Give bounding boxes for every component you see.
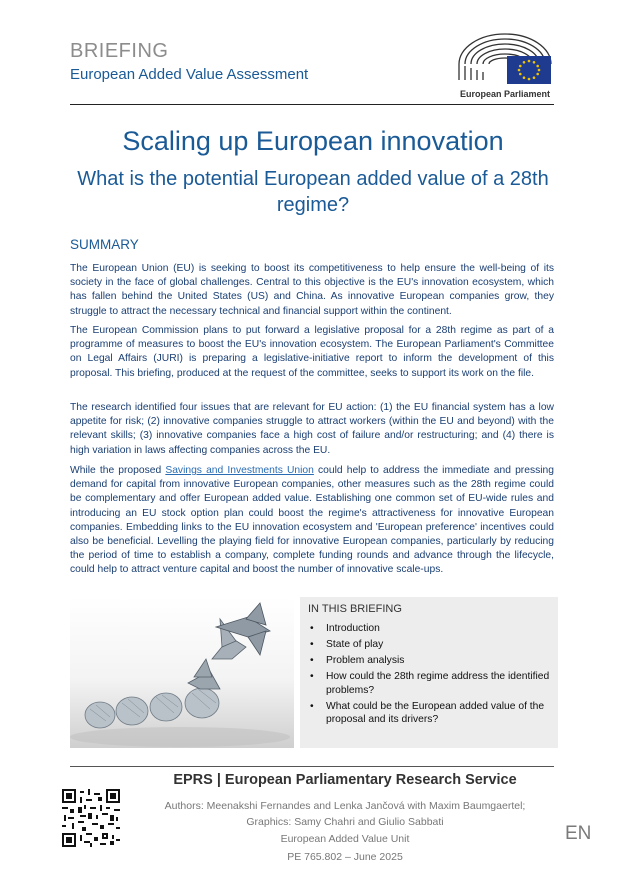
in-this-briefing-heading: IN THIS BRIEFING <box>308 603 402 615</box>
page-subtitle: What is the potential European added value of a 28th regime? <box>77 168 549 216</box>
summary-heading: SUMMARY <box>70 237 139 252</box>
language-code: EN <box>565 823 592 844</box>
contents-item: • Problem analysis <box>308 654 550 668</box>
unit-name: European Added Value Unit <box>280 833 410 845</box>
footer-divider <box>70 766 554 767</box>
contents-item: • Introduction <box>308 622 550 636</box>
qr-code <box>62 789 120 847</box>
page-title: Scaling up European innovation <box>122 126 504 156</box>
doc-type: BRIEFING <box>70 40 169 62</box>
summary-paragraph-1: The European Union (EU) is seeking to boost its competitiveness to help ensure the well-being of its society in the face of global challenges. Central to this objective is the EU's innovation ecosystem, which has fallen behind the United States (US) and China. As innovative European companies grow, they struggle to attract the necessary technical and financial support within the continent. <box>70 263 554 317</box>
graphics-credit: Graphics: Samy Chahri and Giulio Sabbati <box>246 816 444 828</box>
authors: Authors: Meenakshi Fernandes and Lenka Jančová with Maxim Baumgaertel; <box>164 800 526 812</box>
summary-paragraph-2: The European Commission plans to put forward a legislative proposal for a 28th regime as part of a programme of measures to boost the EU's innovation ecosystem. The European Parliament's Committee on Legal Affairs (JURI) is preparing a legislative-initiative report to inform the development of this proposal. This briefing, produced at the request of the committee, seeks to support its work on the file. <box>70 325 554 379</box>
summary-paragraph-4 <box>70 464 554 578</box>
series-label: European Added Value Assessment <box>70 66 309 83</box>
contents-list <box>308 622 550 729</box>
document-reference: PE 765.802 – June 2025 <box>287 851 403 863</box>
contents-item: • State of play <box>308 638 550 652</box>
header-divider <box>70 104 554 105</box>
summary-paragraph-3: The research identified four issues that are relevant for EU action: (1) the EU financial system has a low appetite for risk; (2) innovative companies struggle to attract workers (within the EU and beyond) with the relevant skills; (3) innovative companies face a high cost of failure and/or restructuring; and (4) there is high variation in laws affecting companies across the EU. <box>70 402 554 456</box>
contents-item: • What could be the European added value of the proposal and its drivers? <box>308 700 550 727</box>
logo-label: European Parliament <box>459 89 551 99</box>
savings-investments-union-link[interactable]: Savings and Investments Union <box>165 465 314 476</box>
summary-paragraph-4-body: could help to address the immediate and pressing demand for capital from innovative European companies, other measures such as the 28th regime could be complementary and offer European added value. Establishing one common set of EU-wide rules and introducing an EU stock option plan could boost the regime's attractiveness for innovative European companies. Embedding links to the EU innovation ecosystem and 'European preference' incentives could also be beneficial. Levelling the playing field for innovative European companies, particularly by reducing the period of time to establish a company, complete funding rounds and advance through the lifecycle, could help to attract venture capital and boost the number of innovative scale-ups. <box>70 465 554 576</box>
summary-paragraph-4-intro: While the proposed <box>70 465 166 476</box>
paper-bird-illustration <box>70 597 294 748</box>
service-name: EPRS | European Parliamentary Research Service <box>173 772 517 788</box>
contents-item: • How could the 28th regime address the identified problems? <box>308 670 550 697</box>
